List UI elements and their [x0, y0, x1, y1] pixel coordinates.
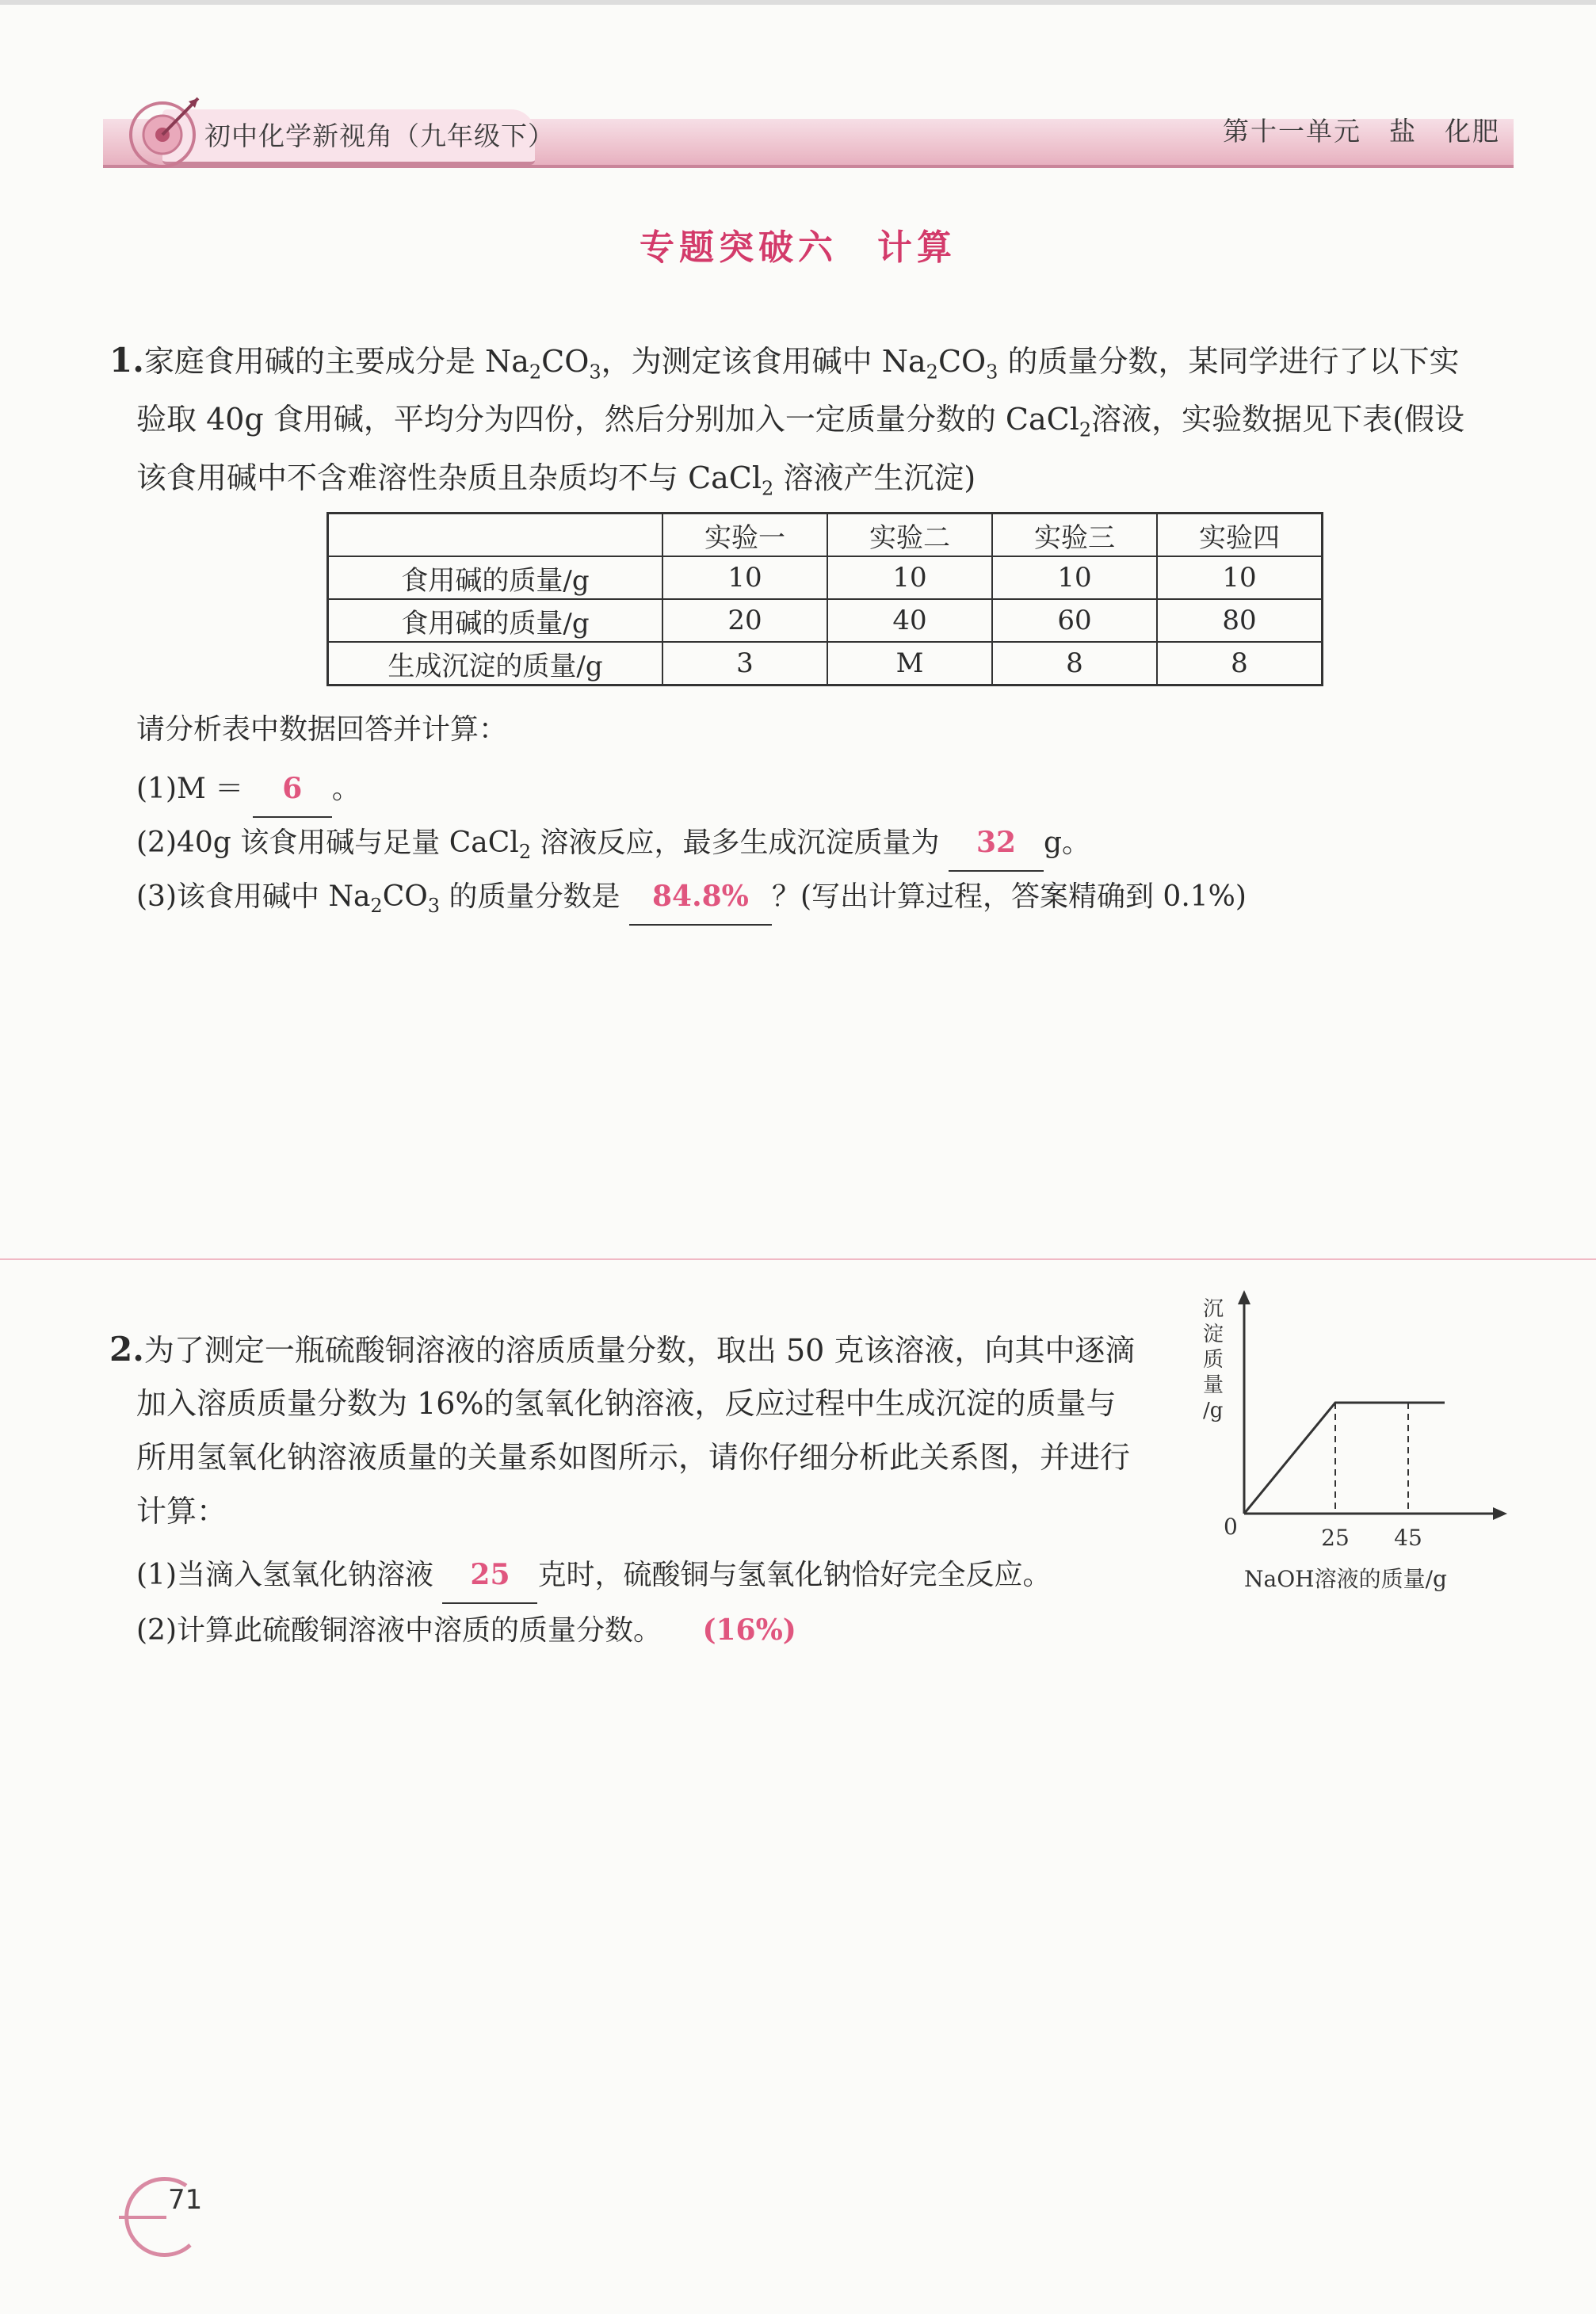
table-row [328, 556, 1323, 599]
unit-title: 第十一单元 盐 化肥 [1223, 116, 1500, 147]
q1-text-1e: 的质量分数，某同学进行了以下实 [998, 344, 1460, 379]
q1-s1-text: (1)M ＝ [136, 773, 244, 805]
table-row [328, 599, 1323, 642]
section-divider [0, 1258, 1596, 1260]
y-label-char: /g [1203, 1399, 1224, 1422]
scan-top-edge [0, 0, 1596, 5]
sub-3: 3 [986, 361, 998, 384]
q2-s2-answer: (16%) [702, 1613, 796, 1647]
sub-3: 3 [589, 361, 601, 384]
q1-text-2a: 验取 40g 食用碱，平均分为四份，然后分别加入一定质量分数的 CaCl [136, 402, 1079, 437]
table-cell: 20 [662, 599, 827, 642]
sub-2: 2 [518, 841, 532, 864]
q1-number: 1. [109, 341, 144, 380]
q1-text-3b: 溶液产生沉淀) [773, 460, 976, 495]
x-axis-label: NaOH溶液的质量/g [1244, 1566, 1447, 1592]
table-cell: 3 [662, 642, 827, 685]
q1-s3-text: (3)该食用碱中 Na [136, 880, 371, 913]
q1-s1-post: 。 [331, 773, 361, 805]
q1-text-1d: CO [937, 344, 987, 379]
sub-2: 2 [370, 895, 383, 918]
q2-number: 2. [109, 1330, 144, 1369]
series-line [1244, 1403, 1445, 1514]
x-tick-label: 25 [1321, 1525, 1350, 1551]
q2-line3: 所用氢氧化钠溶液质量的关量系如图所示，请你仔细分析此关系图，并进行 [136, 1440, 1131, 1475]
table-cell: 10 [827, 556, 992, 599]
table-row [328, 642, 1323, 685]
sub-2: 2 [529, 361, 542, 384]
y-label-char: 淀 [1203, 1323, 1224, 1346]
q1-s2-post: g。 [1044, 827, 1091, 859]
q1-text-2b: 溶液，实验数据见下表(假设 [1091, 402, 1464, 437]
page-title: 专题突破六 计算 [640, 227, 956, 268]
table-cell: M [827, 642, 992, 685]
q2-s2-text: (2)计算此硫酸铜溶液中溶质的质量分数。 [136, 1614, 662, 1647]
q1-text-3a: 该食用碱中不含难溶性杂质且杂质均不与 CaCl [136, 460, 762, 495]
table-header-cell: 实验一 [662, 514, 827, 557]
table-cell: 10 [662, 556, 827, 599]
table-cell: 40 [827, 599, 992, 642]
q2-s1-post: 克时，硫酸铜与氢氧化钠恰好完全反应。 [537, 1559, 1052, 1591]
table-cell: 8 [1157, 642, 1323, 685]
q1-s2-mid: 溶液反应，最多生成沉淀质量为 [531, 827, 940, 859]
sub-3: 3 [427, 895, 441, 918]
precipitate-graph [1197, 1284, 1545, 1601]
y-label-char: 量 [1203, 1373, 1224, 1397]
q1-s2-text: (2)40g 该食用碱与足量 CaCl [136, 827, 519, 859]
q1-sub1 [136, 761, 361, 818]
table-cell: 10 [1157, 556, 1323, 599]
q1-prompt: 请分析表中数据回答并计算： [136, 713, 508, 746]
experiment-table [326, 512, 1323, 686]
q1-s1-answer: 6 [253, 761, 332, 818]
q2-line1 [109, 1320, 1135, 1380]
q1-s3-post: ？(写出计算过程，答案精确到 0.1%) [771, 880, 1247, 913]
q2-sub1 [136, 1547, 1051, 1604]
y-axis-arrow-icon [1238, 1290, 1250, 1304]
x-axis-arrow-icon [1493, 1507, 1507, 1520]
table-header-cell: 实验二 [827, 514, 992, 557]
q2-s1-answer: 25 [442, 1547, 537, 1604]
q2-line2: 加入溶质质量分数为 16%的氢氧化钠溶液，反应过程中生成沉淀的质量与 [136, 1386, 1117, 1421]
q1-line3 [136, 449, 1547, 518]
origin-label: 0 [1224, 1514, 1238, 1540]
table-cell: 10 [992, 556, 1157, 599]
table-header-cell [328, 514, 663, 557]
y-label-char: 质 [1203, 1348, 1224, 1372]
book-title: 初中化学新视角（九年级下） [204, 120, 555, 151]
q1-s2-answer: 32 [949, 815, 1044, 872]
row-label: 食用碱的质量/g [328, 599, 663, 642]
table-cell: 60 [992, 599, 1157, 642]
q2-line4: 计算： [136, 1494, 227, 1529]
q2-s1-text: (1)当滴入氢氧化钠溶液 [136, 1559, 433, 1591]
q1-s3-answer: 84.8% [629, 869, 772, 926]
q1-text-1b: CO [541, 344, 590, 379]
q1-s3-mid1: CO [382, 880, 428, 913]
y-label-char: 沉 [1203, 1297, 1224, 1321]
table-header-row [328, 514, 1323, 557]
x-tick-label: 45 [1394, 1525, 1422, 1551]
q2-sub2 [136, 1602, 796, 1659]
q1-text-1a: 家庭食用碱的主要成分是 Na [143, 344, 529, 379]
q1-text-1c: ，为测定该食用碱中 Na [601, 344, 926, 379]
q2-text-1: 为了测定一瓶硫酸铜溶液的溶质质量分数，取出 50 克该溶液，向其中逐滴 [143, 1333, 1136, 1368]
page-number: 71 [168, 2184, 203, 2216]
table-cell: 8 [992, 642, 1157, 685]
sub-2: 2 [926, 361, 938, 384]
table-header-cell: 实验四 [1157, 514, 1323, 557]
q1-sub3 [136, 869, 1247, 934]
target-logo-icon [119, 87, 206, 174]
q1-s3-mid2: 的质量分数是 [440, 880, 620, 913]
row-label: 食用碱的质量/g [328, 556, 663, 599]
sub-2: 2 [762, 477, 774, 500]
table-cell: 80 [1157, 599, 1323, 642]
table-header-cell: 实验三 [992, 514, 1157, 557]
sub-2: 2 [1079, 418, 1092, 441]
row-label: 生成沉淀的质量/g [328, 642, 663, 685]
